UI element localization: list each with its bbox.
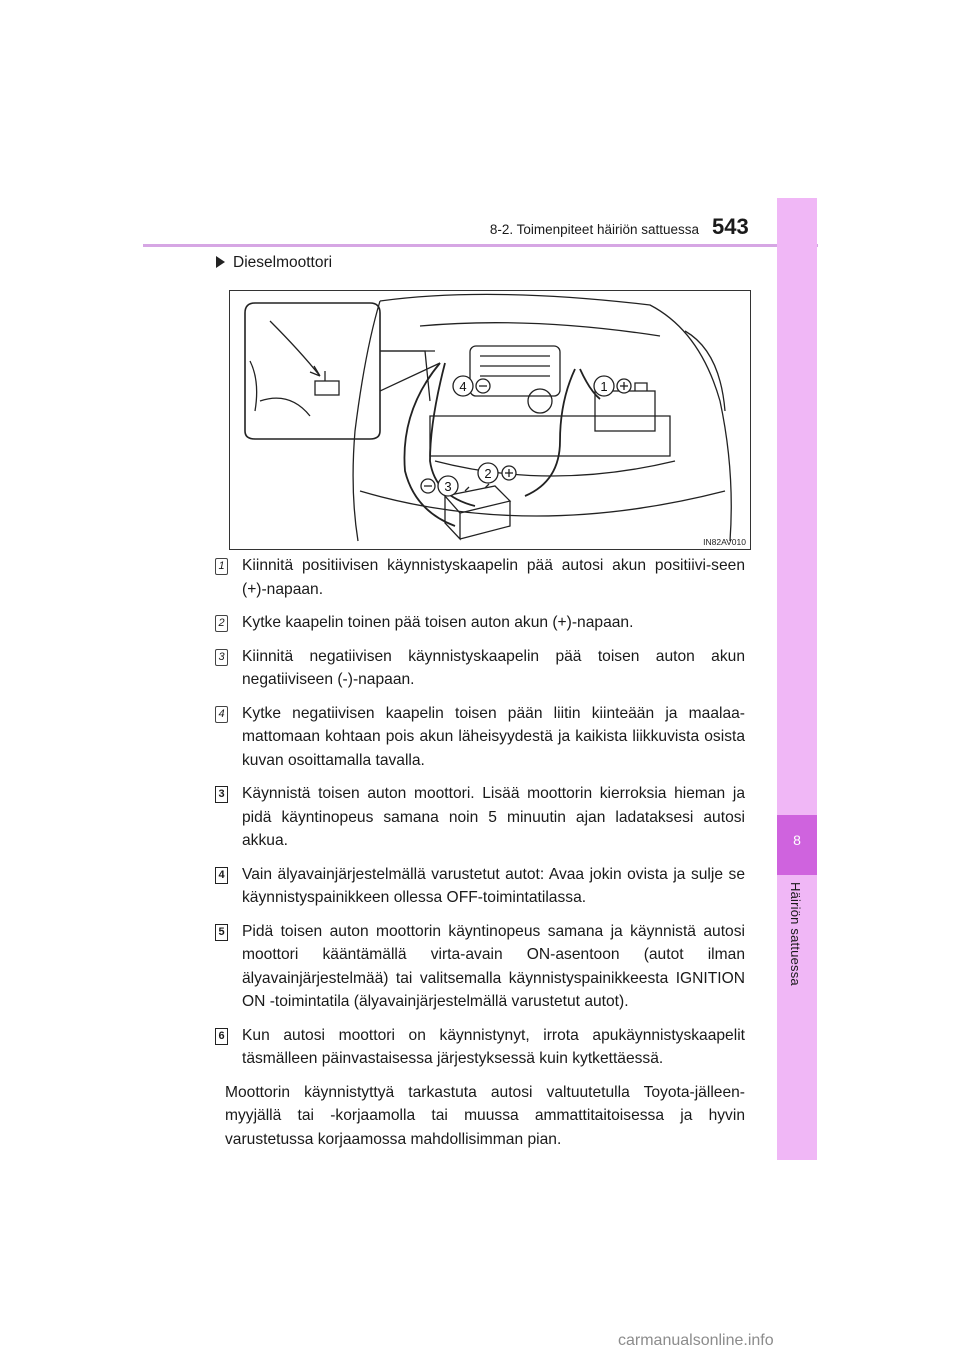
steps-list [215,554,745,1151]
step-text: Kiinnitä negatiivisen käynnistyskaapelin pää toisen auton akun negatiiviseen (-)-napaan. [242,647,745,688]
step-item [215,1024,745,1071]
step-marker: 3 [215,649,228,666]
step-item [215,702,745,773]
section-title: 8-2. Toimenpiteet häiriön sattuessa [489,222,699,237]
step-marker: 4 [215,867,228,884]
watermark: carmanualsonline.info [618,1332,774,1349]
subheading [216,254,332,272]
step-marker: 2 [215,615,228,632]
step-text: Kiinnitä positiivisen käynnistyskaapelin pää autosi akun positiivi-seen (+)-napaan. [242,557,745,598]
step-marker: 4 [215,706,228,723]
step-item [215,611,745,635]
callout-2: 2 [484,466,492,481]
chapter-title: Häiriön sattuessa [788,882,803,986]
figure-code: IN82AV010 [703,537,746,547]
step-marker: 6 [215,1028,228,1045]
chapter-tab [777,198,817,1160]
engine-bay-illustration [229,290,751,550]
step-marker: 3 [215,786,228,803]
header-rule [143,244,818,247]
callout-3: 3 [444,479,452,494]
step-marker: 1 [215,558,228,575]
step-text: Kytke kaapelin toinen pää toisen auton akun (+)-napaan. [242,614,634,631]
step-item [215,554,745,601]
step-item [215,645,745,692]
step-item [215,782,745,853]
callout-1: 1 [600,379,608,394]
step-text: Pidä toisen auton moottorin käyntinopeus samana ja käynnistä autosi moottori kääntämällä virta-avain ON-asentoon (autot ilman älyavainjärjestelmää) tai valitsemalla käynnistyspainikkeesta IGNITION ON -toimintatila (älyavainjärjestelmällä varustetut autot). [242,922,745,1010]
step-marker: 5 [215,924,228,941]
chapter-number: 8 [793,832,801,848]
step-text: Kytke negatiivisen kaapelin toisen pään liitin kiinteään ja maalaa-mattomaan kohtaan pois akun läheisyydestä ja kaikista liikkuvista osista kuvan osoittamalla tavalla. [242,704,745,769]
jump-start-diagram [230,291,750,549]
step-item [215,920,745,1014]
callout-4: 4 [459,379,467,394]
step-text: Vain älyavainjärjestelmällä varustetut autot: Avaa jokin ovista ja sulje se käynnistyspainikkeen ollessa OFF-toimintatilassa. [242,865,745,906]
triangle-bullet-icon [216,256,225,268]
step-text: Kun autosi moottori on käynnistynyt, irrota apukäynnistyskaapelit täsmälleen päinvastaisessa järjestyksessä kuin kytkettäessä. [242,1026,745,1067]
step-item [215,863,745,910]
step-text: Käynnistä toisen auton moottori. Lisää moottorin kierroksia hieman ja pidä käyntinopeus samana noin 5 minuutin ajan ladataksesi autosi akkua. [242,785,745,849]
page-number: 543 [712,214,749,239]
subheading-text: Dieselmoottori [233,254,333,271]
closing-paragraph: Moottorin käynnistyttyä tarkastuta autosi valtuutetulla Toyota-jälleen-myyjällä tai -korjaamolla tai muussa ammattitaitoisessa ja hyvin varustetussa korjaamossa mahdollisimman pian. [225,1083,745,1148]
